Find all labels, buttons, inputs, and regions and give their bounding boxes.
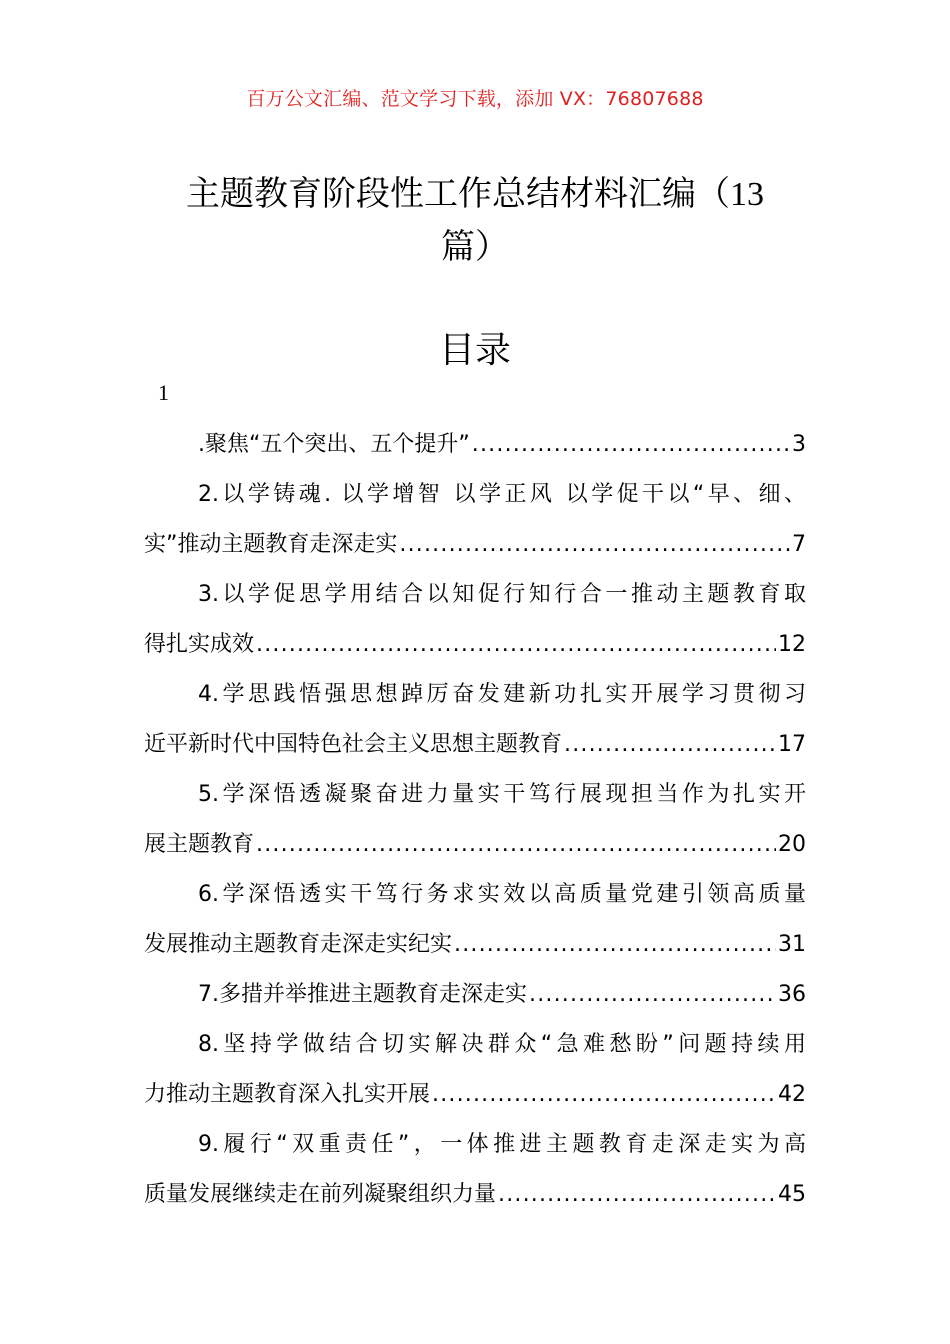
watermark-text: 百万公文汇编、范文学习下载，添加 VX：76807688: [246, 88, 704, 110]
toc-entry-title-cont: 展主题教育: [144, 832, 255, 857]
page-number-fragment: 1: [158, 380, 169, 405]
toc-entry-title: 9.履行“双重责任”，一体推进主题教育走深走实为高: [198, 1132, 806, 1157]
toc-entry-title-cont: 近平新时代中国特色社会主义思想主题教育: [144, 732, 563, 757]
toc-entry-page: 42: [778, 1082, 806, 1107]
toc-entry-8[interactable]: [144, 1020, 806, 1070]
toc-entry-title-cont: 发展推动主题教育走深走实纪实: [144, 932, 453, 957]
toc-entry-8-cont[interactable]: [144, 1070, 806, 1120]
title-line2: 篇）: [441, 227, 509, 267]
toc-entry-title: 6.学深悟透实干笃行务求实效以高质量党建引领高质量: [198, 882, 806, 907]
toc-entry-title: 7.多措并举推进主题教育走深走实: [198, 982, 527, 1007]
toc-entry-4-cont[interactable]: [144, 720, 806, 770]
leader-dots: [399, 520, 790, 570]
toc-entry-page: 3: [792, 432, 806, 457]
toc-entry-2-cont[interactable]: [144, 520, 806, 570]
toc-entry-title: 4.学思践悟强思想踔厉奋发建新功扎实开展学习贯彻习: [198, 682, 806, 707]
toc-entry-page: 17: [778, 732, 806, 757]
toc-entry-9[interactable]: [144, 1120, 806, 1170]
leader-dots: [529, 970, 776, 1020]
toc-entry-4[interactable]: [144, 670, 806, 720]
toc-entry-title: 2.以学铸魂. 以学增智 以学正风 以学促干以“早、细、: [198, 482, 806, 507]
title-count: 13: [730, 176, 764, 213]
toc-entry-title: 3.以学促思学用结合以知促行知行合一推动主题教育取: [198, 582, 806, 607]
toc-entry-page: 12: [778, 632, 806, 657]
title-line1: 主题教育阶段性工作总结材料汇编（: [186, 174, 730, 214]
toc-entry-3-cont[interactable]: [144, 620, 806, 670]
leader-dots: [432, 1070, 776, 1120]
toc-entry-page: 7: [792, 532, 806, 557]
toc-entry-title: 5.学深悟透凝聚奋进力量实干笃行展现担当作为扎实开: [198, 782, 806, 807]
toc-entry-title: .聚焦“五个突出、五个提升”: [198, 432, 470, 457]
toc-entry-2[interactable]: [144, 470, 806, 520]
table-of-contents: [144, 420, 806, 1220]
toc-entry-9-cont[interactable]: [144, 1170, 806, 1220]
toc-entry-page: 20: [778, 832, 806, 857]
leader-dots: [472, 420, 790, 470]
toc-entry-5-cont[interactable]: [144, 820, 806, 870]
leader-dots: [564, 720, 776, 770]
document-title: [150, 168, 800, 273]
toc-entry-page: 31: [778, 932, 806, 957]
leader-dots: [256, 820, 776, 870]
toc-entry-title-cont: 实”推动主题教育走深走实: [144, 532, 398, 557]
toc-entry-page: 36: [778, 982, 806, 1007]
toc-entry-6-cont[interactable]: [144, 920, 806, 970]
toc-entry-6[interactable]: [144, 870, 806, 920]
toc-entry-1[interactable]: [144, 420, 806, 470]
toc-entry-title-cont: 力推动主题教育深入扎实开展: [144, 1082, 431, 1107]
leader-dots: [498, 1170, 776, 1220]
leader-dots: [256, 620, 776, 670]
toc-entry-title-cont: 质量发展继续走在前列凝聚组织力量: [144, 1182, 497, 1207]
toc-entry-3[interactable]: [144, 570, 806, 620]
toc-entry-7[interactable]: [144, 970, 806, 1020]
leader-dots: [454, 920, 776, 970]
toc-heading: 目录: [438, 330, 511, 371]
toc-entry-title: 8.坚持学做结合切实解决群众“急难愁盼”问题持续用: [198, 1032, 806, 1057]
toc-entry-page: 45: [778, 1182, 806, 1207]
toc-entry-title-cont: 得扎实成效: [144, 632, 255, 657]
toc-entry-5[interactable]: [144, 770, 806, 820]
